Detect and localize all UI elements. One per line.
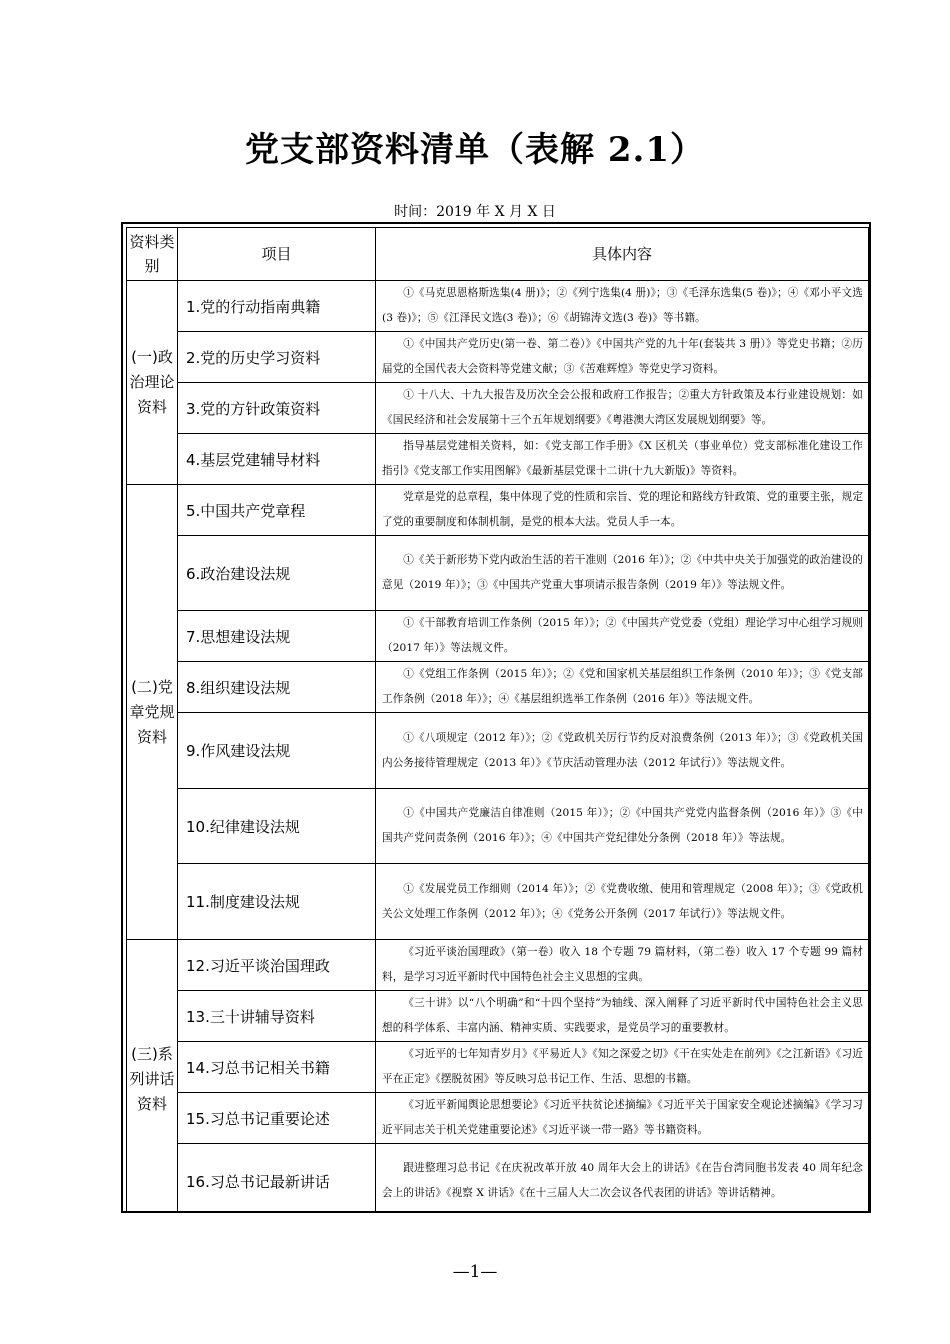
table-row — [127, 662, 869, 713]
item-cell: 11.制度建设法规 — [178, 864, 376, 940]
item-cell: 4.基层党建辅导材料 — [178, 434, 376, 485]
header-category: 资料类别 — [127, 228, 178, 281]
item-cell: 12.习近平谈治国理政 — [178, 940, 376, 991]
item-cell: 5.中国共产党章程 — [178, 485, 376, 536]
page-number: —1— — [452, 1262, 498, 1282]
table-row — [127, 536, 869, 611]
materials-table — [126, 227, 869, 1213]
document-title: 党支部资料清单（表解 2.1） — [245, 130, 705, 170]
table-row — [127, 485, 869, 536]
item-cell: 6.政治建设法规 — [178, 536, 376, 611]
content-cell: ①《干部教育培训工作条例（2015 年）》；②《中国共产党党委（党组）理论学习中心组学习规则（2017 年）》等法规文件。 — [376, 611, 869, 662]
content-cell: ①《发展党员工作细则（2014 年）》；②《党费收缴、使用和管理规定（2008 年）》；③《党政机关公文处理工作条例（2012 年）》；④《党务公开条例（2017 年试行）》等法规文件。 — [376, 864, 869, 940]
content-cell: ①《中国共产党历史(第一卷、第二卷）》《中国共产党的九十年(套装共 3 册）》等党史书籍；②历届党的全国代表大会资料等党建文献；③《苦难辉煌》等党史学习资料。 — [376, 332, 869, 383]
table-row — [127, 940, 869, 991]
content-cell: 《三十讲》以“八个明确”和“十四个坚持”为轴线、深入阐释了习近平新时代中国特色社会主义思想的科学体系、丰富内涵、精神实质、实践要求，是党员学习的重要教材。 — [376, 991, 869, 1042]
table-row — [127, 383, 869, 434]
materials-table-frame — [121, 222, 871, 1213]
header-content: 具体内容 — [376, 228, 869, 281]
table-row — [127, 611, 869, 662]
category-cell: (二)党章党规资料 — [127, 485, 178, 940]
item-cell: 15.习总书记重要论述 — [178, 1093, 376, 1144]
table-row — [127, 1144, 869, 1214]
content-cell: ①《党组工作条例（2015 年）》；②《党和国家机关基层组织工作条例（2010 年）》；③《党支部工作条例（2018 年）》；④《基层组织选举工作条例（2016 年）》等法规文件。 — [376, 662, 869, 713]
content-cell: ①《关于新形势下党内政治生活的若干准则（2016 年）》；②《中共中央关于加强党的政治建设的意见（2019 年）》；③《中国共产党重大事项请示报告条例（2019 年）》等法规文件。 — [376, 536, 869, 611]
content-cell: 《习近平的七年知青岁月》《平易近人》《知之深爱之切》《干在实处走在前列》《之江新语》《习近平在正定》《摆脱贫困》等反映习总书记工作、生活、思想的书籍。 — [376, 1042, 869, 1093]
table-row — [127, 434, 869, 485]
table-row — [127, 789, 869, 864]
item-cell: 8.组织建设法规 — [178, 662, 376, 713]
category-cell: (一)政治理论资料 — [127, 281, 178, 485]
content-cell: ①《八项规定（2012 年）》；②《党政机关厉行节约反对浪费条例（2013 年）》；③《党政机关国内公务接待管理规定（2013 年）》《节庆活动管理办法（2012 年试行）》等法规文件。 — [376, 713, 869, 789]
document-date: 时间：2019 年 X 月 X 日 — [394, 204, 556, 220]
content-cell: ① 十八大、十九大报告及历次全会公报和政府工作报告；②重大方针政策及本行业建设规划：如《国民经济和社会发展第十三个五年规划纲要》《粤港澳大湾区发展规划纲要》等。 — [376, 383, 869, 434]
content-cell: 《习近平新闻舆论思想要论》《习近平扶贫论述摘编》《习近平关于国家安全观论述摘编》《学习习近平同志关于机关党建重要论述》《习近平谈一带一路》等书籍资料。 — [376, 1093, 869, 1144]
table-row — [127, 332, 869, 383]
content-cell: ①《马克思恩格斯选集(4 册)》；②《列宁选集(4 册)》；③《毛泽东选集(5 卷)》；④《邓小平文选(3 卷)》；⑤《江泽民文选(3 卷)》；⑥《胡锦涛文选(3 卷)》等书籍。 — [376, 281, 869, 332]
table-row — [127, 864, 869, 940]
content-cell: 党章是党的总章程，集中体现了党的性质和宗旨、党的理论和路线方针政策、党的重要主张，规定了党的重要制度和体制机制，是党的根本大法。党员人手一本。 — [376, 485, 869, 536]
category-cell: (三)系列讲话资料 — [127, 940, 178, 1214]
content-cell: 指导基层党建相关资料，如：《党支部工作手册》《X 区机关（事业单位）党支部标准化建设工作指引》《党支部工作实用图解》《最新基层党课十二讲(十九大新版)》等资料。 — [376, 434, 869, 485]
content-cell: ①《中国共产党廉洁自律准则（2015 年）》；②《中国共产党党内监督条例（2016 年）》③《中国共产党问责条例（2016 年）》；④《中国共产党纪律处分条例（2018 年）》等法规。 — [376, 789, 869, 864]
header-item: 项目 — [178, 228, 376, 281]
table-row — [127, 713, 869, 789]
item-cell: 2.党的历史学习资料 — [178, 332, 376, 383]
item-cell: 13.三十讲辅导资料 — [178, 991, 376, 1042]
table-row — [127, 1093, 869, 1144]
table-header-row — [127, 228, 869, 281]
content-cell: 跟进整理习总书记《在庆祝改革开放 40 周年大会上的讲话》《在告台湾同胞书发表 40 周年纪念会上的讲话》《视察 X 讲话》《在十三届人大二次会议各代表团的讲话》等讲话精神。 — [376, 1144, 869, 1214]
item-cell: 7.思想建设法规 — [178, 611, 376, 662]
table-row — [127, 281, 869, 332]
item-cell: 9.作风建设法规 — [178, 713, 376, 789]
item-cell: 10.纪律建设法规 — [178, 789, 376, 864]
item-cell: 1.党的行动指南典籍 — [178, 281, 376, 332]
item-cell: 14.习总书记相关书籍 — [178, 1042, 376, 1093]
table-row — [127, 1042, 869, 1093]
item-cell: 16.习总书记最新讲话 — [178, 1144, 376, 1214]
content-cell: 《习近平谈治国理政》（第一卷）收入 18 个专题 79 篇材料，（第二卷）收入 17 个专题 99 篇材料，是学习习近平新时代中国特色社会主义思想的宝典。 — [376, 940, 869, 991]
table-row — [127, 991, 869, 1042]
item-cell: 3.党的方针政策资料 — [178, 383, 376, 434]
